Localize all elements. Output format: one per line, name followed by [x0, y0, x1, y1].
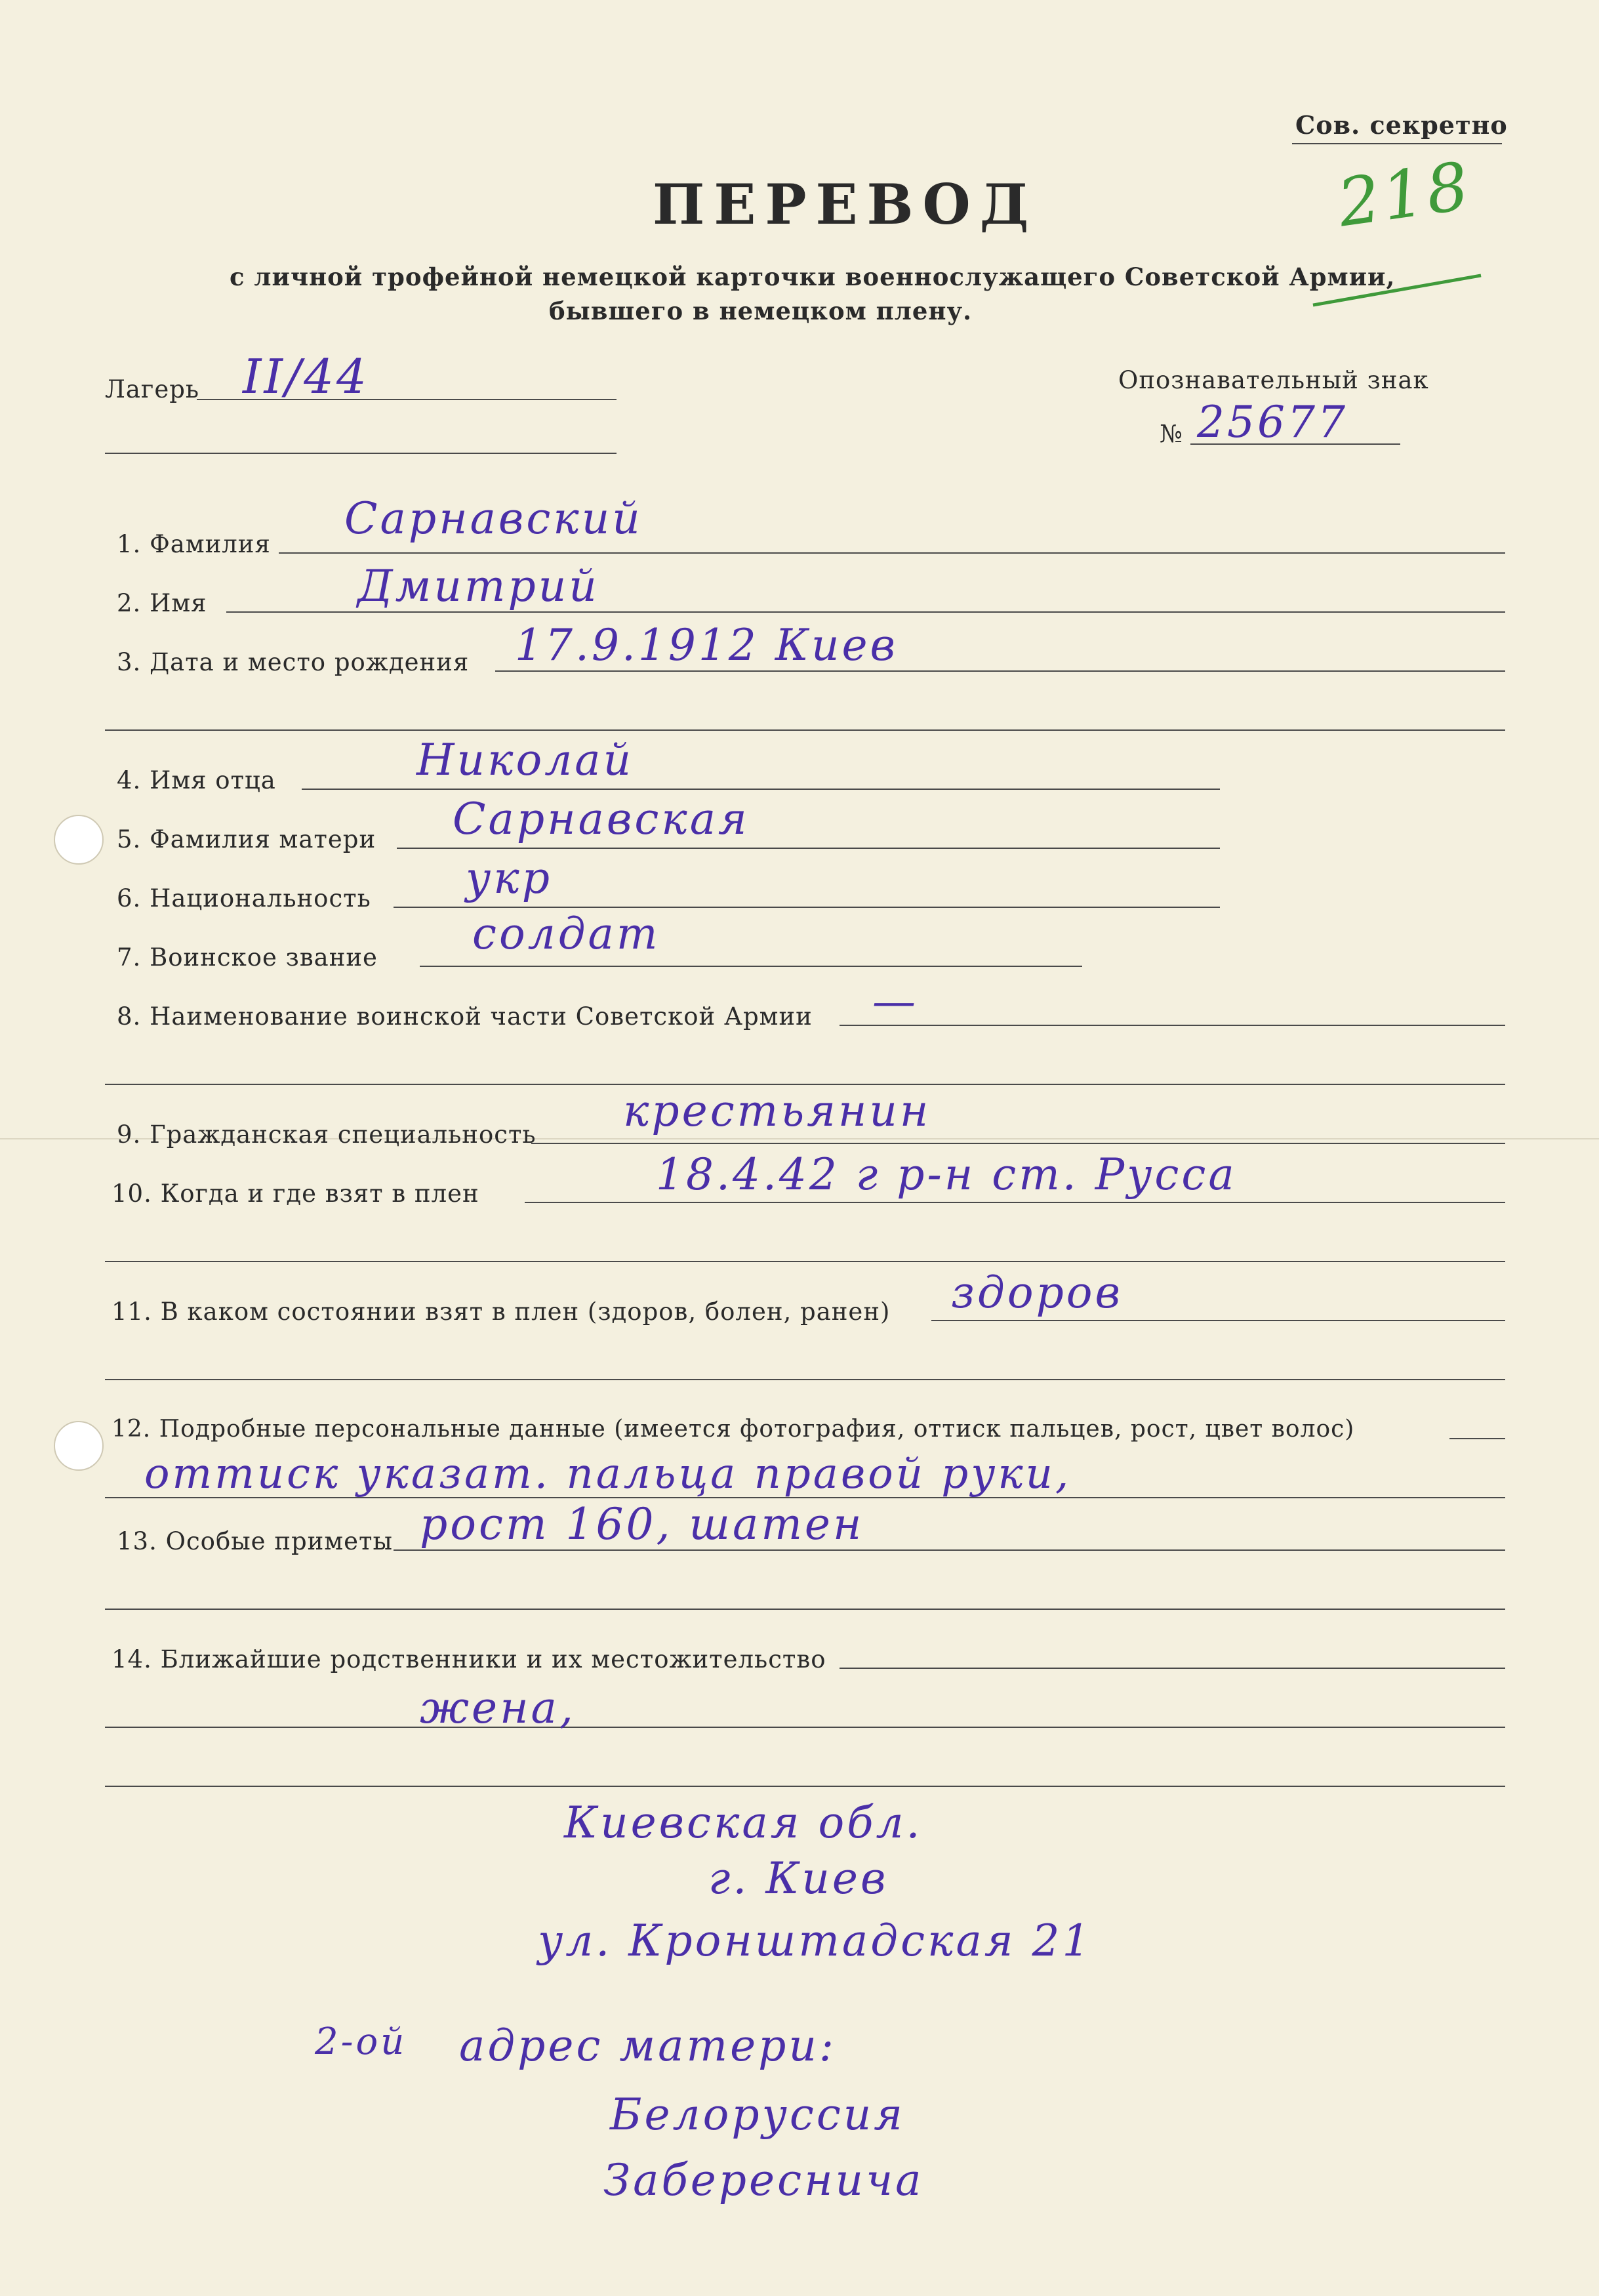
field-11-line	[931, 1320, 1505, 1321]
field-4-line	[302, 789, 1220, 790]
field-4-number: 4.	[117, 766, 142, 794]
camp-value: II/44	[243, 349, 369, 404]
relatives-address-line1: Киевская обл.	[564, 1797, 923, 1848]
field-9-value: крестьянин	[623, 1086, 931, 1136]
field-8-label: Наименование воинской части Советской Армии	[150, 1002, 813, 1031]
field-3-number: 3.	[117, 648, 142, 676]
field-5-label: Фамилия матери	[150, 825, 376, 853]
field-14-line	[840, 1668, 1505, 1669]
stamp-number: 218	[1333, 147, 1476, 242]
field-10-line-2	[105, 1261, 1505, 1262]
field-14-number: 14.	[111, 1645, 152, 1673]
camp-label: Лагерь	[105, 375, 200, 403]
field-7-line	[420, 966, 1082, 967]
classification-underline	[1292, 143, 1502, 144]
field-1-number: 1.	[117, 530, 142, 558]
field-1-label: Фамилия	[150, 530, 271, 558]
field-11-line-2	[105, 1379, 1505, 1380]
field-3-line-2	[105, 729, 1505, 731]
field-1-value: Сарнавский	[344, 493, 643, 544]
document-subtitle-line1: с личной трофейной немецкой карточки военнослужащего Советской Армии,	[230, 262, 1396, 291]
field-12-value: оттиск указат. пальца правой руки,	[144, 1450, 1072, 1498]
classification-label: Сов. секретно	[1295, 110, 1508, 140]
field-7-value: солдат	[472, 909, 660, 959]
field-14-value: жена,	[420, 1683, 576, 1733]
field-3-label: Дата и место рождения	[150, 648, 470, 676]
field-9-label: Гражданская специальность	[150, 1120, 536, 1149]
field-2-value: Дмитрий	[357, 561, 599, 611]
field-3-value: 17.9.1912 Киев	[515, 620, 898, 670]
second-address-prefix: 2-ой	[315, 2020, 407, 2063]
field-2-line	[226, 611, 1505, 613]
second-address-text: адрес матери:	[459, 2020, 837, 2071]
field-4-value: Николай	[416, 735, 634, 785]
field-5-value: Сарнавская	[453, 794, 750, 844]
camp-line-2	[105, 453, 617, 454]
field-13-label: Особые приметы	[165, 1527, 393, 1555]
field-12-label: Подробные персональные данные (имеется фотография, оттиск пальцев, рост, цвет волос)	[159, 1416, 1355, 1443]
field-4-label: Имя отца	[150, 766, 276, 794]
field-14-line-3	[105, 1786, 1505, 1787]
field-9-number: 9.	[117, 1120, 142, 1149]
field-12-line	[1449, 1438, 1505, 1439]
field-11-label: В каком состоянии взят в плен (здоров, болен, ранен)	[160, 1298, 891, 1326]
field-2-label: Имя	[150, 589, 207, 617]
field-8-line	[840, 1025, 1505, 1026]
field-10-value: 18.4.42 г р-н ст. Русса	[656, 1149, 1237, 1200]
field-8-line-2	[105, 1084, 1505, 1085]
field-11-value: здоров	[951, 1267, 1123, 1318]
field-3-line	[495, 670, 1505, 672]
field-6-line	[394, 907, 1220, 908]
field-8-value: —	[872, 976, 918, 1027]
second-address-line1: Белоруссия	[610, 2089, 905, 2140]
field-13-line-2	[105, 1609, 1505, 1610]
field-10-number: 10.	[111, 1179, 152, 1208]
field-13-number: 13.	[117, 1527, 157, 1555]
field-11-number: 11.	[111, 1298, 152, 1326]
field-9-line	[531, 1143, 1505, 1144]
field-6-number: 6.	[117, 884, 142, 912]
relatives-address-line2: г. Киев	[708, 1853, 889, 1904]
second-address-line2: Забереснича	[603, 2155, 924, 2205]
field-1-line	[279, 552, 1505, 554]
field-14-line-2	[105, 1727, 1505, 1728]
field-2-number: 2.	[117, 589, 142, 617]
field-7-number: 7.	[117, 943, 142, 972]
field-13-line	[394, 1549, 1505, 1551]
field-5-line	[397, 848, 1220, 849]
field-8-number: 8.	[117, 1002, 142, 1031]
punch-hole-top	[54, 815, 104, 865]
document-subtitle-line2: бывшего в немецком плену.	[549, 297, 973, 325]
relatives-address-line3: ул. Кронштадская 21	[538, 1916, 1093, 1966]
document-title: ПЕРЕВОД	[653, 172, 1038, 237]
field-10-line	[525, 1202, 1505, 1203]
punch-hole-bottom	[54, 1421, 104, 1471]
field-13-value: рост 160, шатен	[420, 1499, 864, 1549]
field-10-label: Когда и где взят в плен	[160, 1179, 479, 1208]
field-14-label: Ближайшие родственники и их местожительство	[160, 1645, 826, 1673]
id-tag-label: Опознавательный знак	[1118, 366, 1429, 394]
id-tag-value: 25677	[1197, 397, 1348, 447]
field-7-label: Воинское звание	[150, 943, 378, 972]
field-12-number: 12.	[111, 1416, 152, 1443]
field-6-label: Национальность	[150, 884, 371, 912]
id-tag-number-label: №	[1160, 420, 1184, 448]
field-6-value: укр	[466, 853, 552, 903]
field-5-number: 5.	[117, 825, 142, 853]
